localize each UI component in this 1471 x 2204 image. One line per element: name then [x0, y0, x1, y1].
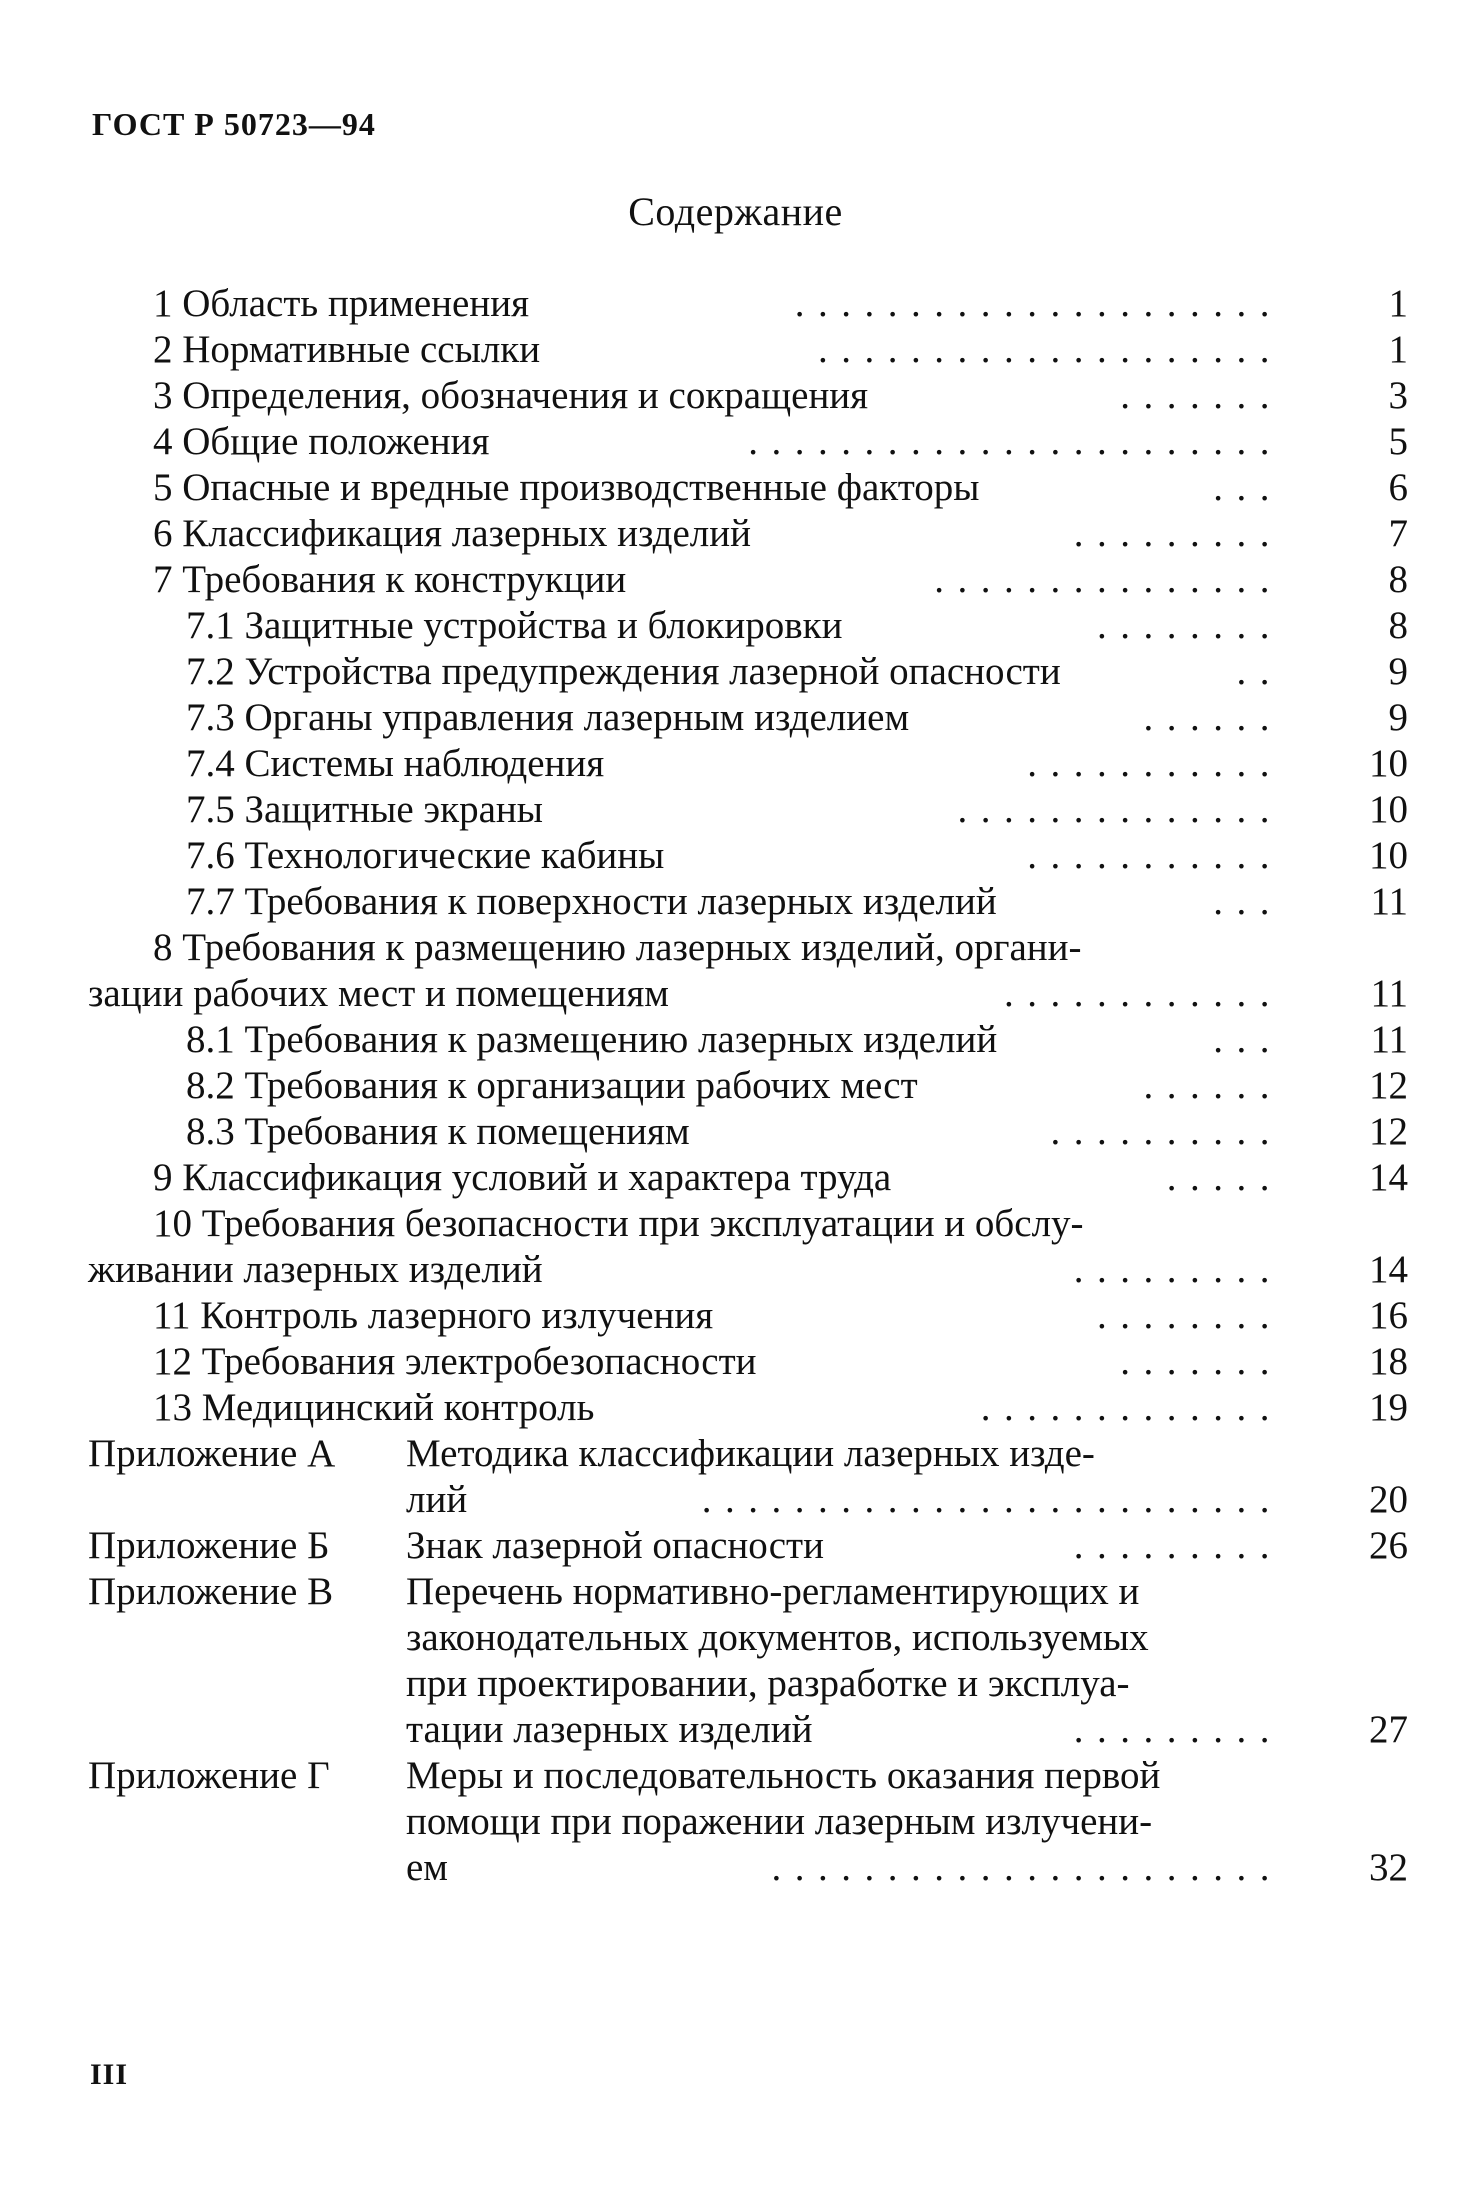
toc-entry: [88, 281, 1408, 327]
toc-entry-title: 7 Требования к конструкции: [153, 558, 627, 601]
toc-entry: [88, 1201, 1408, 1293]
toc-entry-title: 8.3 Требования к помещениям: [186, 1110, 690, 1153]
toc-page-number: 10: [1369, 788, 1408, 831]
toc-entry-title: 12 Требования электробезопасности: [153, 1340, 757, 1383]
appendix-label: Приложение В: [88, 1570, 334, 1613]
toc-entry: [88, 1293, 1408, 1339]
toc-entry: [88, 419, 1408, 465]
toc-entry: [88, 557, 1408, 603]
toc-page-number: 10: [1369, 834, 1408, 877]
toc-page-number: 9: [1388, 650, 1408, 693]
appendix-label: Приложение Г: [88, 1754, 330, 1797]
dot-leader: .......: [1120, 374, 1283, 417]
toc-page-number: 5: [1388, 420, 1408, 463]
toc-entry: [88, 1109, 1408, 1155]
toc-entry: [88, 695, 1408, 741]
appendix-title-continuation: при проектировании, разработке и эксплуа-: [406, 1662, 1130, 1705]
toc-entry-title: 7.6 Технологические кабины: [186, 834, 665, 877]
toc-entry-title-continuation: живании лазерных изделий: [88, 1248, 543, 1291]
toc-entry-title: 3 Определения, обозначения и сокращения: [153, 374, 869, 417]
toc-entry-title: 8.1 Требования к размещению лазерных изделий: [186, 1018, 998, 1061]
dot-leader: ...: [1213, 466, 1283, 509]
toc-page-number: 16: [1369, 1294, 1408, 1337]
toc-entry-title: 8.2 Требования к организации рабочих мест: [186, 1064, 918, 1107]
toc-entry: [88, 511, 1408, 557]
toc-page-number: 10: [1369, 742, 1408, 785]
appendix-title: Знак лазерной опасности: [406, 1524, 824, 1567]
toc-page-number: 19: [1369, 1386, 1408, 1429]
dot-leader: ..............: [957, 788, 1283, 831]
page-number: III: [90, 2058, 129, 2091]
dot-leader: ........: [1097, 1294, 1283, 1337]
toc-page-number: 12: [1369, 1110, 1408, 1153]
dot-leader: .......................: [748, 420, 1283, 463]
toc-page-number: 6: [1388, 466, 1408, 509]
dot-leader: ...: [1213, 880, 1283, 923]
toc-entry: [88, 649, 1408, 695]
dot-leader: .....................: [794, 282, 1283, 325]
toc-entry-title-continuation: зации рабочих мест и помещениям: [88, 972, 669, 1015]
toc-entry: [88, 787, 1408, 833]
toc-entry: [88, 1155, 1408, 1201]
toc-page-number: 1: [1388, 328, 1408, 371]
toc-page-number: 9: [1388, 696, 1408, 739]
toc-page-number: 20: [1369, 1478, 1408, 1521]
dot-leader: ..........: [1050, 1110, 1283, 1153]
appendix-title-continuation: законодательных документов, используемых: [406, 1616, 1149, 1659]
toc-page-number: 26: [1369, 1524, 1408, 1567]
dot-leader: ......: [1143, 1064, 1283, 1107]
dot-leader: .........: [1073, 1524, 1283, 1567]
dot-leader: .............: [980, 1386, 1283, 1429]
dot-leader: .........: [1073, 1708, 1283, 1751]
toc-appendix-entry: [88, 1569, 1408, 1753]
toc-entry: [88, 1017, 1408, 1063]
toc-entry-title: 5 Опасные и вредные производственные факторы: [153, 466, 980, 509]
dot-leader: ...........: [1027, 834, 1283, 877]
dot-leader: ...............: [934, 558, 1283, 601]
toc-entry: [88, 741, 1408, 787]
appendix-title-continuation: лий: [406, 1478, 468, 1521]
appendix-title-continuation: помощи при поражении лазерным излучени-: [406, 1800, 1153, 1843]
toc-entry-title: 7.1 Защитные устройства и блокировки: [186, 604, 843, 647]
dot-leader: .........................: [701, 1478, 1283, 1521]
dot-leader: ..: [1236, 650, 1283, 693]
toc-appendix-entry: [88, 1753, 1408, 1891]
dot-leader: ......: [1143, 696, 1283, 739]
appendix-title-continuation: ем: [406, 1846, 448, 1889]
toc-entry-title: 4 Общие положения: [153, 420, 490, 463]
toc-entry-title: 7.4 Системы наблюдения: [186, 742, 605, 785]
toc-entry: [88, 327, 1408, 373]
toc-page-number: 18: [1369, 1340, 1408, 1383]
dot-leader: .........: [1073, 1248, 1283, 1291]
toc-entry-title: 13 Медицинский контроль: [153, 1386, 595, 1429]
appendix-label: Приложение А: [88, 1432, 336, 1475]
toc-entry-title: 1 Область применения: [153, 282, 530, 325]
toc-entry-title: 9 Классификация условий и характера труда: [153, 1156, 892, 1199]
toc-appendix-entry: [88, 1523, 1408, 1569]
toc-entry-title: 2 Нормативные ссылки: [153, 328, 541, 371]
dot-leader: .......: [1120, 1340, 1283, 1383]
toc-appendix-entry: [88, 1431, 1408, 1523]
appendix-title: Меры и последовательность оказания первой: [406, 1754, 1161, 1797]
toc-page-number: 11: [1370, 972, 1408, 1015]
dot-leader: .........: [1073, 512, 1283, 555]
appendix-title: Методика классификации лазерных изде-: [406, 1432, 1095, 1475]
toc-entry-title: 7.7 Требования к поверхности лазерных изделий: [186, 880, 997, 923]
toc-entry-title: 11 Контроль лазерного излучения: [153, 1294, 714, 1337]
toc-page-number: 11: [1370, 880, 1408, 923]
toc-entry-title: 7.3 Органы управления лазерным изделием: [186, 696, 910, 739]
dot-leader: .....: [1166, 1156, 1283, 1199]
toc-page-number: 14: [1369, 1248, 1408, 1291]
dot-leader: ......................: [771, 1846, 1283, 1889]
dot-leader: ...........: [1027, 742, 1283, 785]
toc-entry: [88, 833, 1408, 879]
toc-page-number: 27: [1369, 1708, 1408, 1751]
toc-entry: [88, 603, 1408, 649]
appendix-title: Перечень нормативно-регламентирующих и: [406, 1570, 1140, 1613]
toc-entry: [88, 925, 1408, 1017]
toc-page-number: 12: [1369, 1064, 1408, 1107]
document-code: ГОСТ Р 50723—94: [92, 106, 376, 142]
toc-entry-title: 8 Требования к размещению лазерных изделий, органи-: [153, 926, 1082, 969]
table-of-contents: [88, 281, 1408, 1891]
dot-leader: ............: [1004, 972, 1283, 1015]
appendix-label: Приложение Б: [88, 1524, 330, 1567]
toc-entry: [88, 879, 1408, 925]
dot-leader: ........: [1097, 604, 1283, 647]
toc-entry-title: 7.2 Устройства предупреждения лазерной опасности: [186, 650, 1061, 693]
toc-entry: [88, 465, 1408, 511]
dot-leader: ...: [1213, 1018, 1283, 1061]
toc-page-number: 1: [1388, 282, 1408, 325]
toc-entry: [88, 373, 1408, 419]
toc-page-number: 8: [1388, 558, 1408, 601]
toc-page-number: 8: [1388, 604, 1408, 647]
toc-entry-title: 7.5 Защитные экраны: [186, 788, 543, 831]
toc-entry-title: 6 Классификация лазерных изделий: [153, 512, 752, 555]
toc-page-number: 7: [1388, 512, 1408, 555]
toc-entry-title: 10 Требования безопасности при эксплуатации и обслу-: [153, 1202, 1084, 1245]
toc-page-number: 32: [1369, 1846, 1408, 1889]
toc-entry: [88, 1385, 1408, 1431]
appendix-title-continuation: тации лазерных изделий: [406, 1708, 813, 1751]
toc-page-number: 14: [1369, 1156, 1408, 1199]
toc-page-number: 3: [1388, 374, 1408, 417]
toc-entry: [88, 1063, 1408, 1109]
page-title: Содержание: [628, 189, 843, 234]
dot-leader: ....................: [818, 328, 1283, 371]
toc-page-number: 11: [1370, 1018, 1408, 1061]
toc-entry: [88, 1339, 1408, 1385]
